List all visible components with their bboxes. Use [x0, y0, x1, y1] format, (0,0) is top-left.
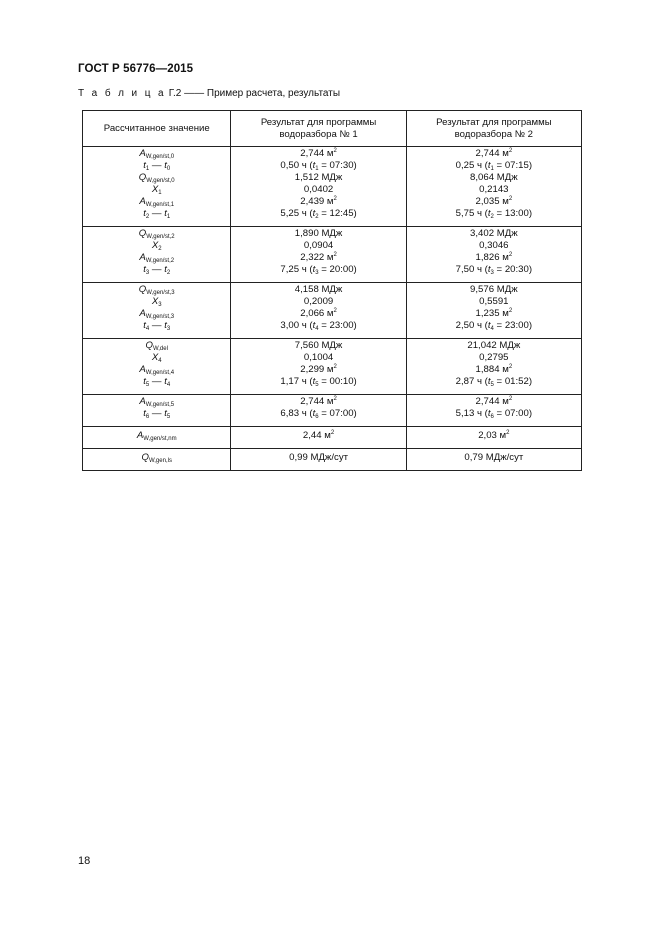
symbol: t	[143, 320, 146, 331]
cell-program-2	[406, 395, 581, 427]
time-subscript: 6	[490, 414, 494, 420]
value-line	[234, 172, 402, 184]
symbol-subscript: 1	[166, 214, 171, 220]
symbol: A	[139, 364, 146, 375]
value-text: 3,00 ч (	[280, 320, 313, 331]
symbol-line	[86, 396, 227, 408]
value-line	[410, 340, 578, 352]
value-text: 5,75 ч (	[455, 208, 488, 219]
unit-superscript: 2	[508, 308, 513, 314]
header-program-1: Результат для программы водоразбора № 1	[231, 111, 406, 147]
value-text: 0,79 МДж/сут	[464, 452, 524, 463]
time-symbol: t	[312, 408, 316, 419]
value-line	[410, 208, 578, 220]
unit-superscript: 2	[333, 364, 337, 370]
symbol-subscript: 1	[158, 190, 162, 196]
time-symbol: t	[487, 160, 491, 171]
table-row	[83, 449, 582, 471]
time-symbol: t	[487, 408, 491, 419]
value-line	[234, 228, 402, 240]
value-text: 1,512 МДж	[294, 172, 343, 183]
value-text: = 23:00)	[493, 320, 533, 331]
value-line	[234, 364, 402, 376]
time-subscript: 3	[490, 270, 494, 276]
unit-superscript: 2	[506, 430, 510, 436]
value-text: = 12:45)	[318, 208, 357, 219]
symbol-line	[86, 340, 227, 352]
symbol-line	[86, 148, 227, 160]
unit-superscript: 2	[333, 396, 337, 402]
time-subscript: 5	[315, 382, 319, 388]
symbol-subscript: W,gen,ls	[148, 458, 172, 464]
symbol: A	[136, 430, 144, 441]
symbol-dash: —	[149, 376, 165, 387]
value-line	[410, 408, 578, 420]
symbol: t	[164, 376, 167, 387]
value-text: 1,235 м	[475, 308, 509, 319]
table-title: Пример расчета, результаты	[206, 88, 341, 99]
symbol-line	[86, 284, 227, 296]
value-text: 7,50 ч (	[455, 264, 488, 275]
symbol-subscript: 3	[166, 326, 171, 332]
symbol: t	[143, 208, 146, 219]
results-table	[82, 110, 582, 471]
unit-superscript: 2	[508, 364, 513, 370]
symbol-line	[86, 160, 227, 172]
value-text: 0,2143	[479, 184, 509, 195]
value-line	[234, 320, 402, 332]
symbol-line	[86, 296, 227, 308]
value-text: 1,884 м	[475, 364, 509, 375]
cell-program-1	[231, 283, 406, 339]
symbol-line	[86, 308, 227, 320]
value-line	[234, 430, 402, 442]
time-symbol: t	[312, 320, 316, 331]
symbol-subscript: 2	[145, 214, 150, 220]
symbol-line	[86, 452, 227, 464]
value-text: = 20:30)	[493, 264, 533, 275]
cell-calculated-value	[83, 147, 231, 227]
value-text: = 13:00)	[493, 208, 533, 219]
table-header-row	[83, 111, 582, 147]
symbol-subscript: 5	[166, 414, 171, 420]
value-line	[234, 252, 402, 264]
symbol: t	[143, 376, 146, 387]
symbol: X	[151, 352, 159, 363]
table-row	[83, 283, 582, 339]
unit-superscript: 2	[330, 430, 335, 436]
value-text: 2,066 м	[300, 308, 334, 319]
value-line	[410, 252, 578, 264]
symbol: Q	[145, 340, 153, 351]
symbol-line	[86, 364, 227, 376]
time-subscript: 1	[490, 166, 494, 172]
symbol: A	[139, 396, 146, 407]
symbol-subscript: W,gen/st,1	[145, 202, 175, 208]
value-text: 1,17 ч (	[280, 376, 313, 387]
value-line	[234, 284, 402, 296]
time-symbol: t	[487, 320, 491, 331]
symbol: t	[143, 264, 146, 275]
cell-program-2	[406, 283, 581, 339]
value-text: 0,1004	[303, 352, 334, 363]
value-line	[410, 148, 578, 160]
unit-superscript: 2	[333, 252, 337, 258]
cell-program-2	[406, 427, 581, 449]
value-line	[234, 352, 402, 364]
value-line	[410, 264, 578, 276]
cell-program-1	[231, 395, 406, 427]
value-text: 21,042 МДж	[467, 340, 521, 351]
symbol-dash: —	[149, 208, 165, 219]
value-text: 2,50 ч (	[455, 320, 488, 331]
time-subscript: 5	[490, 382, 494, 388]
cell-program-1	[231, 227, 406, 283]
value-text: = 20:00)	[318, 264, 357, 275]
value-text: 0,99 МДж/сут	[289, 452, 349, 463]
value-line	[410, 184, 578, 196]
symbol: t	[164, 264, 167, 275]
value-line	[234, 376, 402, 388]
cell-calculated-value	[83, 283, 231, 339]
value-text: = 07:00)	[318, 408, 357, 419]
value-line	[410, 396, 578, 408]
value-text: 2,87 ч (	[455, 376, 488, 387]
time-symbol: t	[312, 160, 316, 171]
symbol: A	[139, 308, 146, 319]
cell-calculated-value	[83, 427, 231, 449]
symbol-subscript: W,gen/st,2	[146, 234, 175, 240]
symbol-subscript: 2	[158, 246, 162, 252]
value-line	[410, 376, 578, 388]
time-subscript: 4	[315, 326, 319, 332]
header-program-2: Результат для программы водоразбора № 2	[406, 111, 581, 147]
cell-calculated-value	[83, 227, 231, 283]
symbol-subscript: 2	[166, 270, 171, 276]
value-line	[410, 364, 578, 376]
table-row	[83, 339, 582, 395]
time-subscript: 1	[315, 166, 319, 172]
symbol: t	[143, 408, 146, 419]
cell-calculated-value	[83, 449, 231, 471]
cell-program-1	[231, 147, 406, 227]
cell-program-2	[406, 227, 581, 283]
symbol-line	[86, 408, 227, 420]
time-subscript: 2	[490, 214, 494, 220]
value-text: 1,826 м	[475, 252, 509, 263]
symbol: Q	[141, 452, 149, 463]
time-symbol: t	[312, 208, 316, 219]
symbol: A	[139, 196, 146, 207]
unit-superscript: 2	[508, 196, 513, 202]
value-line	[410, 352, 578, 364]
symbol-line	[86, 196, 227, 208]
symbol-subscript: W,gen/st,0	[146, 178, 175, 184]
unit-superscript: 2	[333, 148, 337, 154]
symbol-dash: —	[149, 264, 165, 275]
symbol-line	[86, 208, 227, 220]
table-row	[83, 147, 582, 227]
table-row	[83, 395, 582, 427]
value-line	[234, 296, 402, 308]
table-word: Т а б л и ц а	[78, 88, 166, 99]
time-subscript: 4	[490, 326, 494, 332]
symbol-subscript: 4	[166, 382, 171, 388]
value-text: 2,744 м	[475, 148, 509, 159]
value-line	[410, 308, 578, 320]
symbol-subscript: W,gen/st,3	[146, 290, 175, 296]
value-line	[410, 240, 578, 252]
value-line	[410, 284, 578, 296]
symbol: t	[164, 320, 167, 331]
value-text: = 07:00)	[493, 408, 533, 419]
value-text: 0,5591	[479, 296, 509, 307]
value-text: = 07:15)	[493, 160, 533, 171]
unit-superscript: 2	[508, 252, 513, 258]
unit-superscript: 2	[333, 196, 337, 202]
symbol: X	[151, 296, 159, 307]
symbol-subscript: 1	[145, 166, 150, 172]
time-symbol: t	[312, 264, 316, 275]
symbol-line	[86, 252, 227, 264]
value-text: = 01:52)	[493, 376, 533, 387]
cell-program-1	[231, 427, 406, 449]
symbol-subscript: W,gen/st,nm	[143, 436, 177, 442]
symbol: t	[164, 208, 167, 219]
value-text: 8,064 МДж	[470, 172, 518, 183]
time-symbol: t	[312, 376, 316, 387]
value-line	[410, 196, 578, 208]
header-calculated-value: Рассчитанное значение	[83, 111, 231, 147]
symbol: t	[164, 160, 167, 171]
symbol: A	[139, 148, 146, 159]
value-line	[234, 396, 402, 408]
time-symbol: t	[487, 264, 491, 275]
value-text: 1,890 МДж	[294, 228, 343, 239]
symbol: Q	[138, 284, 147, 295]
time-subscript: 6	[315, 414, 319, 420]
value-line	[234, 196, 402, 208]
symbol-subscript: 3	[158, 302, 162, 308]
value-line	[234, 184, 402, 196]
value-text: 0,2009	[303, 296, 334, 307]
value-text: 9,576 МДж	[470, 284, 518, 295]
symbol-line	[86, 240, 227, 252]
symbol-dash: —	[149, 320, 165, 331]
standard-id: ГОСТ Р 56776—2015	[78, 63, 194, 75]
time-symbol: t	[487, 376, 491, 387]
time-subscript: 3	[315, 270, 319, 276]
symbol: X	[151, 184, 159, 195]
symbol: t	[143, 160, 146, 171]
table-caption	[78, 88, 340, 99]
value-text: 0,50 ч (	[280, 160, 313, 171]
value-line	[234, 452, 402, 464]
symbol-dash: —	[149, 160, 165, 171]
value-text: 0,3046	[479, 240, 509, 251]
value-text: 2,744 м	[300, 148, 334, 159]
symbol-subscript: W,gen/st,4	[145, 370, 175, 376]
value-text: 7,25 ч (	[280, 264, 313, 275]
symbol-subscript: 0	[166, 166, 171, 172]
page-number: 18	[78, 855, 91, 867]
value-text: 5,25 ч (	[280, 208, 313, 219]
symbol-subscript: W,gen/st,0	[145, 154, 175, 160]
symbol-line	[86, 320, 227, 332]
symbol: Q	[138, 172, 147, 183]
symbol: A	[139, 252, 146, 263]
value-line	[410, 296, 578, 308]
caption-dash: ——	[184, 88, 205, 99]
value-text: 2,744 м	[475, 396, 509, 407]
symbol-subscript: 5	[145, 382, 150, 388]
value-line	[410, 320, 578, 332]
value-text: = 07:30)	[318, 160, 357, 171]
value-text: 2,744 м	[300, 396, 334, 407]
value-line	[234, 264, 402, 276]
symbol: X	[151, 240, 159, 251]
value-text: 0,25 ч (	[455, 160, 488, 171]
value-text: 6,83 ч (	[280, 408, 313, 419]
value-line	[410, 172, 578, 184]
cell-program-1	[231, 449, 406, 471]
value-line	[234, 160, 402, 172]
value-text: 3,402 МДж	[470, 228, 518, 239]
value-text: 2,035 м	[475, 196, 509, 207]
time-symbol: t	[487, 208, 491, 219]
unit-superscript: 2	[333, 308, 337, 314]
symbol-line	[86, 228, 227, 240]
cell-calculated-value	[83, 395, 231, 427]
symbol-dash: —	[149, 408, 165, 419]
value-line	[234, 148, 402, 160]
value-text: 0,0904	[303, 240, 334, 251]
symbol: Q	[138, 228, 147, 239]
value-text: 2,439 м	[300, 196, 334, 207]
value-text: 2,322 м	[300, 252, 334, 263]
value-text: 4,158 МДж	[294, 284, 343, 295]
symbol-line	[86, 264, 227, 276]
symbol-subscript: 6	[145, 414, 150, 420]
value-line	[410, 228, 578, 240]
value-text: 2,44 м	[302, 430, 331, 441]
symbol-line	[86, 376, 227, 388]
unit-superscript: 2	[508, 396, 513, 402]
symbol-line	[86, 184, 227, 196]
table-number: Г.2	[168, 88, 182, 99]
symbol-line	[86, 172, 227, 184]
table-row	[83, 427, 582, 449]
symbol-subscript: W,del	[152, 346, 168, 352]
cell-program-2	[406, 449, 581, 471]
symbol-subscript: 4	[145, 326, 150, 332]
value-line	[410, 160, 578, 172]
value-text: 2,299 м	[300, 364, 334, 375]
value-text: 0,0402	[303, 184, 334, 195]
value-line	[410, 430, 578, 442]
value-text: 5,13 ч (	[455, 408, 488, 419]
symbol: t	[164, 408, 167, 419]
cell-program-1	[231, 339, 406, 395]
value-text: 2,03 м	[478, 430, 507, 441]
symbol-line	[86, 352, 227, 364]
symbol-subscript: W,gen/st,2	[145, 258, 175, 264]
value-line	[410, 452, 578, 464]
symbol-line	[86, 430, 227, 442]
table-body	[83, 147, 582, 471]
cell-program-2	[406, 339, 581, 395]
value-text: = 00:10)	[318, 376, 357, 387]
symbol-subscript: 3	[145, 270, 150, 276]
time-subscript: 2	[315, 214, 319, 220]
value-text: 0,2795	[479, 352, 509, 363]
value-line	[234, 208, 402, 220]
value-line	[234, 408, 402, 420]
unit-superscript: 2	[508, 148, 513, 154]
value-line	[234, 340, 402, 352]
value-line	[234, 308, 402, 320]
cell-program-2	[406, 147, 581, 227]
symbol-subscript: W,gen/st,5	[145, 402, 175, 408]
value-text: 7,560 МДж	[294, 340, 343, 351]
symbol-subscript: 4	[158, 358, 162, 364]
cell-calculated-value	[83, 339, 231, 395]
value-line	[234, 240, 402, 252]
table-row	[83, 227, 582, 283]
value-text: = 23:00)	[318, 320, 357, 331]
symbol-subscript: W,gen/st,3	[145, 314, 175, 320]
